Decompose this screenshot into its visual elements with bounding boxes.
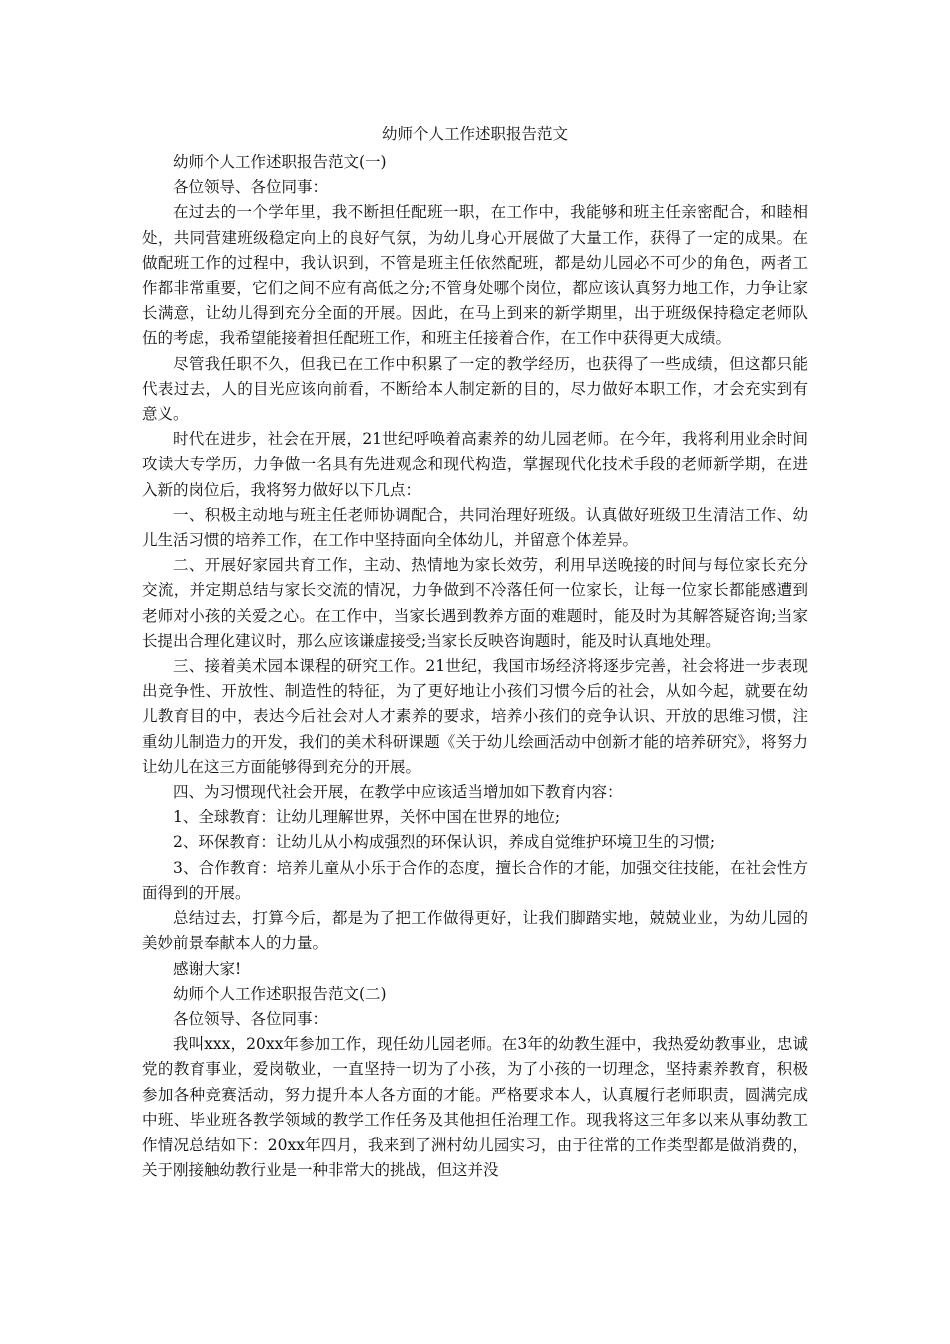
paragraph: 尽管我任职不久，但我已在工作中积累了一定的教学经历，也获得了一些成绩，但这都只能代表过去，人的目光应该向前看，不断给本人制定新的目的，尽力做好本职工作，才会充实到有意义。: [142, 354, 808, 424]
document-page: [142, 118, 808, 1183]
paragraph: 四、为习惯现代社会开展，在教学中应该适当增加如下教育内容：: [173, 783, 623, 802]
paragraph: 一、积极主动地与班主任老师协调配合，共同治理好班级。认真做好班级卫生清洁工作、幼儿生活习惯的培养工作，在工作中坚持面向全体幼儿，并留意个体差异。: [142, 505, 808, 550]
paragraph: 2、环保教育：让幼儿从小构成强烈的环保认识，养成自觉维护环境卫生的习惯;: [173, 833, 716, 852]
paragraph: 时代在进步，社会在开展，21世纪呼唤着高素养的幼儿园老师。在今年，我将利用业余时间攻读大专学历，力争做一名具有先进观念和现代构造，掌握现代化技术手段的老师新学期，在进入新的岗位后，我将努力做好以下几点：: [142, 430, 808, 499]
section2-greeting: 各位领导、各位同事：: [173, 1009, 329, 1028]
paragraph: 二、开展好家园共育工作，主动、热情地为家长效劳，利用早送晚接的时间与每位家长充分交流，并定期总结与家长交流的情况，力争做到不冷落任何一位家长，让每一位家长都能感遭到老师对小孩的关爱之心。在工作中，当家长遇到教养方面的难题时，能及时为其解答疑咨询;当家长提出合理化建议时，那么应该谦虚接受;当家长反映咨询题时，能及时认真地处理。: [142, 556, 808, 650]
paragraph: 3、合作教育：培养儿童从小乐于合作的态度，擅长合作的才能，加强交往技能，在社会性方面得到的开展。: [142, 858, 808, 902]
section1-greeting: 各位领导、各位同事：: [173, 178, 329, 197]
closing-thanks: 感谢大家!: [173, 959, 242, 978]
paragraph: 我叫xxx，20xx年参加工作，现任幼儿园老师。在3年的幼教生涯中，我热爱幼教事业，忠诚党的教育事业，爱岗敬业，一直坚持一切为了小孩，为了小孩的一切理念，坚持素养教育，积极参加各种竞赛活动，努力提升本人各方面的才能。严格要求本人，认真履行老师职责，圆满完成中班、毕业班各教学领域的教学工作任务及其他担任治理工作。现我将这三年多以来从事幼教工作情况总结如下：20xx年四月，我来到了洲村幼儿园实习，由于往常的工作类型都是做消费的，关于刚接触幼教行业是一种非常大的挑战，但这并没: [142, 1035, 808, 1180]
paragraph: 三、接着美术园本课程的研究工作。21世纪，我国市场经济将逐步完善，社会将进一步表现出竞争性、开放性、制造性的特征，为了更好地让小孩们习惯今后的社会，从如今起，就要在幼儿教育目的中，表达今后社会对人才素养的要求，培养小孩们的竞争认识、开放的思维习惯，注重幼儿制造力的开发，我们的美术科研课题《关于幼儿绘画活动中创新才能的培养研究》，将努力让幼儿在这三方面能够得到充分的开展。: [142, 657, 808, 776]
section1-heading: 幼师个人工作述职报告范文(一): [173, 153, 387, 171]
section2-heading: 幼师个人工作述职报告范文(二): [173, 984, 387, 1003]
paragraph: 1、全球教育：让幼儿理解世界，关怀中国在世界的地位;: [173, 808, 561, 827]
document-title: 幼师个人工作述职报告范文: [381, 125, 568, 143]
paragraph: 总结过去，打算今后，都是为了把工作做得更好，让我们脚踏实地，兢兢业业，为幼儿园的美妙前景奉献本人的力量。: [142, 909, 808, 953]
paragraph: 在过去的一个学年里，我不断担任配班一职，在工作中，我能够和班主任亲密配合，和睦相处，共同营建班级稳定向上的良好气氛，为幼儿身心开展做了大量工作，获得了一定的成果。在做配班工作的过程中，我认识到，不管是班主任依然配班，都是幼儿园必不可少的角色，两者工作都非常重要，它们之间不应有高低之分;不管身处哪个岗位，都应该认真努力地工作，力争让家长满意，让幼儿得到充分全面的开展。因此，在马上到来的新学期里，出于班级保持稳定老师队伍的考虑，我希望能接着担任配班工作，和班主任接着合作，在工作中获得更大成绩。: [142, 203, 808, 348]
